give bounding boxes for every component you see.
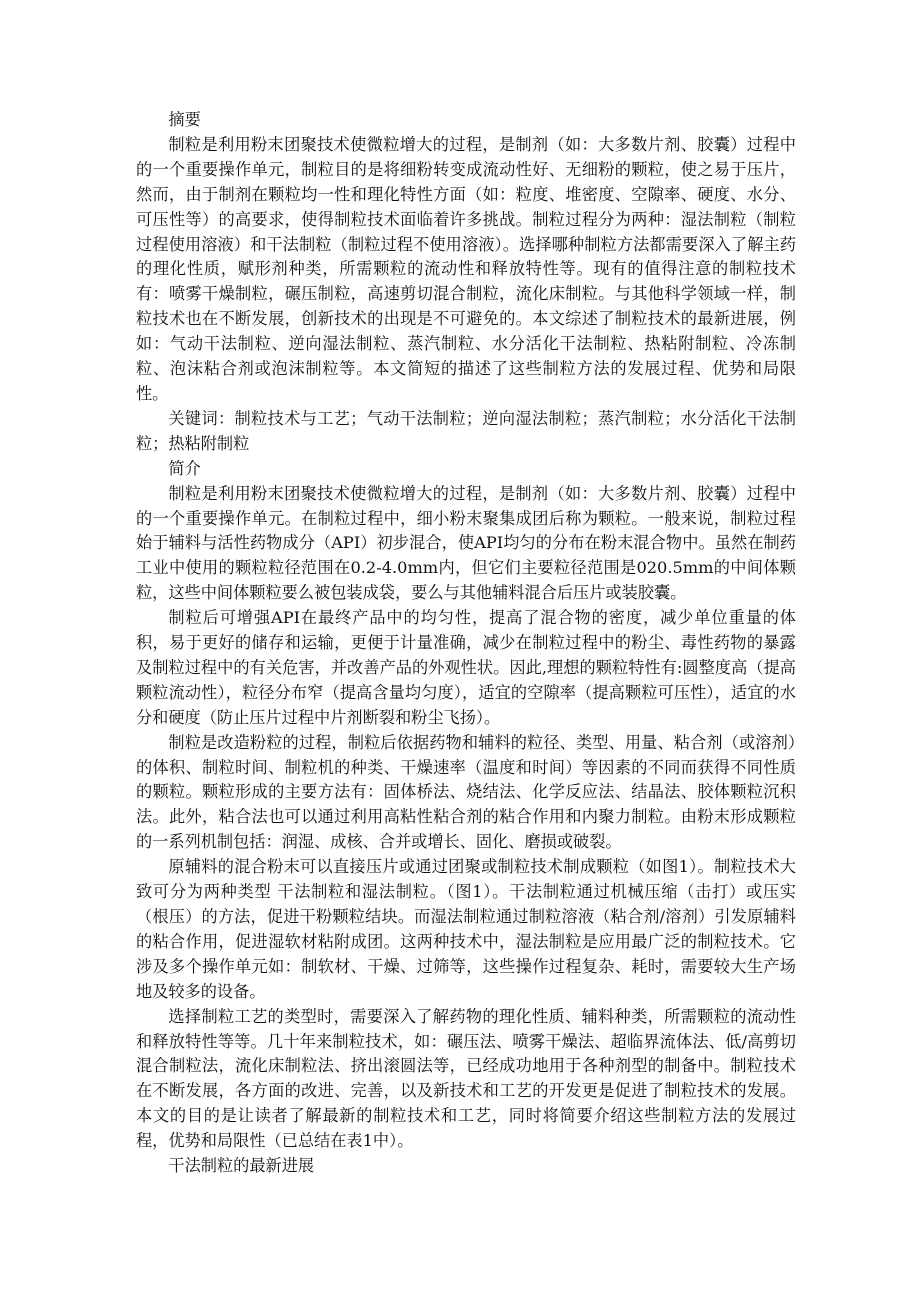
intro-paragraph-2: 制粒后可增强API在最终产品中的均匀性，提高了混合物的密度，减少单位重量的体积，易于更好的储存和运输，更便于计量准确，减少在制粒过程中的粉尘、毒性药物的暴露及制粒过程中的有关危害，并改善产品的外观性状。因此,理想的颗粒特性有:圆整度高（提高颗粒流动性），粒径分布窄（提高含量均匀度），适宜的空隙率（提高颗粒可压性），适宜的水分和硬度（防止压片过程中片剂断裂和粉尘飞扬）。 <box>136 608 796 727</box>
section-heading-dry-granulation: 干法制粒的最新进展 <box>168 1156 315 1176</box>
intro-paragraph-1: 制粒是利用粉末团聚技术使微粒增大的过程，是制剂（如：大多数片剂、胶囊）过程中的一个重要操作单元。在制粒过程中，细小粉末聚集成团后称为颗粒。一般来说，制粒过程始于辅料与活性药物成分（API）初步混合，使API均匀的分布在粉末混合物中。虽然在制药工业中使用的颗粒粒径范围在0.2-4.0mm内，但它们主要粒径范围是020.5mm的中间体颗粒，这些中间体颗粒要么被包装成袋，要么与其他辅料混合后压片或装胶囊。 <box>136 483 796 603</box>
abstract-heading: 摘要 <box>168 110 201 129</box>
intro-paragraph-4: 原辅料的混合粉末可以直接压片或通过团聚或制粒技术制成颗粒（如图1）。制粒技术大致可分为两种类型 干法制粒和湿法制粒。（图1）。干法制粒通过机械压缩（击打）或压实（根压）的方法，促进干粉颗粒结块。而湿法制粒通过制粒溶液（粘合剂/溶剂）引发原辅料的粘合作用，促进湿软材粘附成团。这两种技术中，湿法制粒是应用最广泛的制粒技术。它涉及多个操作单元如：制软材、干燥、过筛等，这些操作过程复杂、耗时，需要较大生产场地及较多的设备。 <box>136 857 796 1001</box>
document-page <box>136 108 796 1179</box>
intro-heading: 简介 <box>168 458 201 478</box>
abstract-body: 制粒是利用粉末团聚技术使微粒增大的过程，是制剂（如：大多数片剂、胶囊）过程中的一个重要操作单元，制粒目的是将细粉转变成流动性好、无细粉的颗粒，使之易于压片，然而，由于制剂在颗粒均一性和理化特性方面（如：粒度、堆密度、空隙率、硬度、水分、可压性等）的高要求，使得制粒技术面临着许多挑战。制粒过程分为两种：湿法制粒（制粒过程使用溶液）和干法制粒（制粒过程不使用溶液）。选择哪种制粒方法都需要深入了解主药的理化性质，赋形剂种类，所需颗粒的流动性和释放特性等。现有的值得注意的制粒技术有：喷雾干燥制粒，碾压制粒，高速剪切混合制粒，流化床制粒。与其他科学领域一样，制粒技术也在不断发展，创新技术的出现是不可避免的。本文综述了制粒技术的最新进展，例如：气动干法制粒、逆向湿法制粒、蒸汽制粒、水分活化干法制粒、热粘附制粒、冷冻制粒、泡沫粘合剂或泡沫制粒等。本文简短的描述了这些制粒方法的发展过程、优势和局限性。 <box>136 134 796 403</box>
intro-paragraph-3: 制粒是改造粉粒的过程，制粒后依据药物和辅料的粒径、类型、用量、粘合剂（或溶剂）的体积、制粒时间、制粒机的种类、干燥速率（温度和时间）等因素的不同而获得不同性质的颗粒。颗粒形成的主要方法有：固体桥法、烧结法、化学反应法、结晶法、胶体颗粒沉积法。此外，粘合法也可以通过利用高粘性粘合剂的粘合作用和内聚力制粒。由粉末形成颗粒的一系列机制包括：润湿、成核、合并或增长、固化、磨损或破裂。 <box>136 732 796 852</box>
keywords: 关键词：制粒技术与工艺；气动干法制粒；逆向湿法制粒；蒸汽制粒；水分活化干法制粒；热粘附制粒 <box>136 408 796 453</box>
intro-paragraph-5: 选择制粒工艺的类型时，需要深入了解药物的理化性质、辅料种类，所需颗粒的流动性和释放特性等等。几十年来制粒技术，如：碾压法、喷雾干燥法、超临界流体法、低/高剪切混合制粒法，流化床制粒法、挤出滚圆法等，已经成功地用于各种剂型的制备中。制粒技术在不断发展，各方面的改进、完善，以及新技术和工艺的开发更是促进了制粒技术的发展。本文的目的是让读者了解最新的制粒技术和工艺，同时将简要介绍这些制粒方法的发展过程，优势和局限性（已总结在表1中）。 <box>136 1006 796 1151</box>
